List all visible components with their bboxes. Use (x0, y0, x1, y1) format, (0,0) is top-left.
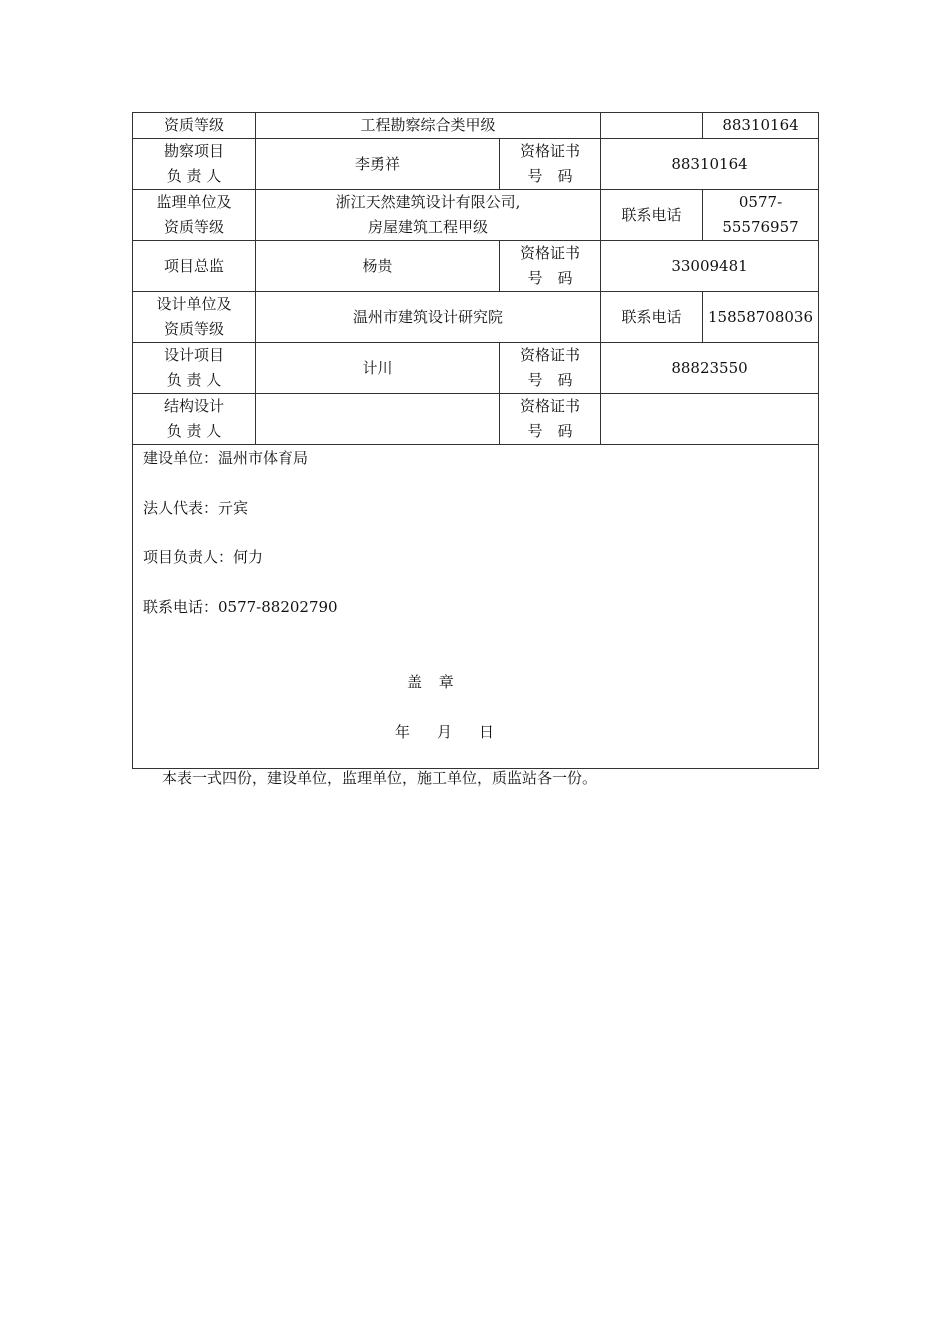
design-unit-value: 温州市建筑设计研究院 (256, 292, 601, 343)
table-row (133, 445, 819, 769)
cert-label: 资格证书 号 码 (500, 394, 601, 445)
chief-supervisor-name: 杨贵 (256, 241, 500, 292)
supervisor-unit-label: 监理单位及 资质等级 (133, 190, 256, 241)
table-row (133, 241, 819, 292)
cert-label: 资格证书 号 码 (500, 343, 601, 394)
project-manager: 项目负责人：何力 (143, 548, 264, 566)
structure-lead-name (256, 394, 500, 445)
table-row (133, 394, 819, 445)
qualification-label: 资质等级 (133, 113, 256, 139)
footnote: 本表一式四份，建设单位，监理单位，施工单位，质监站各一份。 (162, 769, 598, 787)
design-lead-label: 设计项目 负 责 人 (133, 343, 256, 394)
table-row (133, 190, 819, 241)
phone-label: 联系电话 (601, 190, 703, 241)
empty-cell (601, 113, 703, 139)
survey-lead-name: 李勇祥 (256, 139, 500, 190)
cert-number (601, 394, 819, 445)
seal-label: 盖 章 (407, 673, 460, 691)
owner-phone: 联系电话：0577-88202790 (143, 598, 338, 616)
owner-unit: 建设单位：温州市体育局 (143, 449, 309, 467)
chief-supervisor-label: 项目总监 (133, 241, 256, 292)
phone-value: 0577- 55576957 (703, 190, 819, 241)
phone-value: 15858708036 (703, 292, 819, 343)
table-row (133, 113, 819, 139)
project-info-table (132, 112, 819, 769)
structure-lead-label: 结构设计 负 责 人 (133, 394, 256, 445)
cert-number: 88310164 (601, 139, 819, 190)
cert-label: 资格证书 号 码 (500, 139, 601, 190)
legal-representative: 法人代表：亓宾 (143, 499, 249, 517)
design-lead-name: 计川 (256, 343, 500, 394)
phone-label: 联系电话 (601, 292, 703, 343)
date-label: 年 月 日 (395, 723, 501, 741)
cert-label: 资格证书 号 码 (500, 241, 601, 292)
table-row (133, 292, 819, 343)
cert-number: 33009481 (601, 241, 819, 292)
owner-section (133, 445, 819, 769)
survey-lead-label: 勘察项目 负 责 人 (133, 139, 256, 190)
design-unit-label: 设计单位及 资质等级 (133, 292, 256, 343)
supervisor-unit-value: 浙江天然建筑设计有限公司, 房屋建筑工程甲级 (256, 190, 601, 241)
cert-number: 88823550 (601, 343, 819, 394)
qualification-value: 工程勘察综合类甲级 (256, 113, 601, 139)
qualification-number: 88310164 (703, 113, 819, 139)
table-row (133, 139, 819, 190)
table-row (133, 343, 819, 394)
